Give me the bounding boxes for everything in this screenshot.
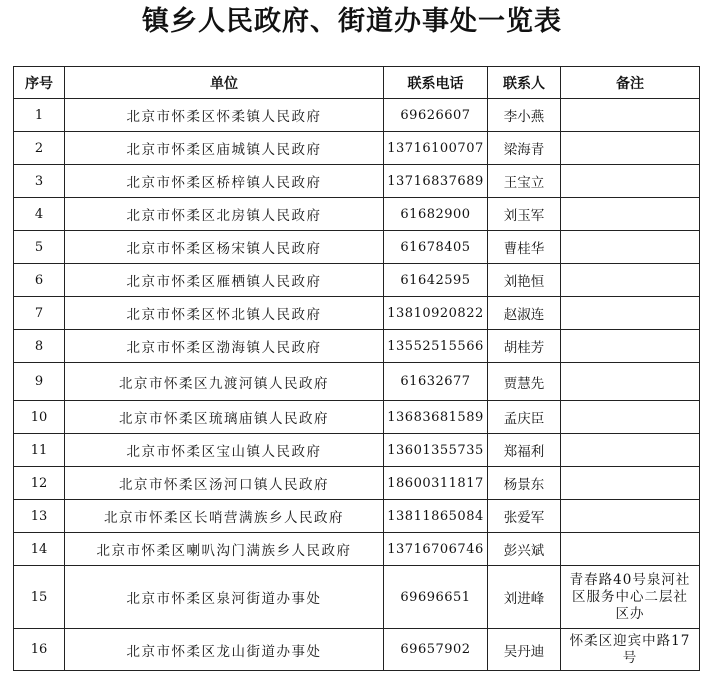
cell-index: 13 (14, 500, 65, 533)
cell-index: 1 (14, 99, 65, 132)
cell-index: 2 (14, 132, 65, 165)
cell-phone: 13601355735 (384, 434, 488, 467)
cell-contact: 彭兴斌 (488, 533, 561, 566)
cell-remark (561, 363, 700, 401)
cell-contact: 梁海青 (488, 132, 561, 165)
cell-remark (561, 533, 700, 566)
cell-index: 7 (14, 297, 65, 330)
cell-index: 15 (14, 566, 65, 629)
cell-remark (561, 401, 700, 434)
header-phone: 联系电话 (384, 67, 488, 99)
cell-unit: 北京市怀柔区杨宋镇人民政府 (65, 231, 384, 264)
table-row (14, 99, 700, 132)
cell-index: 6 (14, 264, 65, 297)
table-row (14, 297, 700, 330)
cell-unit: 北京市怀柔区宝山镇人民政府 (65, 434, 384, 467)
cell-phone: 61678405 (384, 231, 488, 264)
cell-unit: 北京市怀柔区渤海镇人民政府 (65, 330, 384, 363)
cell-unit: 北京市怀柔区长哨营满族乡人民政府 (65, 500, 384, 533)
table-row (14, 566, 700, 629)
cell-index: 5 (14, 231, 65, 264)
cell-remark (561, 132, 700, 165)
cell-remark (561, 434, 700, 467)
header-contact: 联系人 (488, 67, 561, 99)
cell-index: 11 (14, 434, 65, 467)
cell-remark: 青春路40号泉河社区服务中心二层社区办 (561, 566, 700, 629)
table-row (14, 434, 700, 467)
cell-contact: 孟庆臣 (488, 401, 561, 434)
cell-index: 4 (14, 198, 65, 231)
cell-unit: 北京市怀柔区琉璃庙镇人民政府 (65, 401, 384, 434)
table-row (14, 165, 700, 198)
cell-phone: 61642595 (384, 264, 488, 297)
cell-unit: 北京市怀柔区北房镇人民政府 (65, 198, 384, 231)
cell-contact: 王宝立 (488, 165, 561, 198)
cell-contact: 刘艳恒 (488, 264, 561, 297)
cell-contact: 吴丹迪 (488, 629, 561, 671)
cell-phone: 13683681589 (384, 401, 488, 434)
cell-phone: 69696651 (384, 566, 488, 629)
cell-phone: 13716837689 (384, 165, 488, 198)
cell-unit: 北京市怀柔区庙城镇人民政府 (65, 132, 384, 165)
table-row (14, 467, 700, 500)
cell-remark (561, 99, 700, 132)
table-row (14, 500, 700, 533)
cell-contact: 刘玉军 (488, 198, 561, 231)
cell-unit: 北京市怀柔区泉河街道办事处 (65, 566, 384, 629)
cell-phone: 69626607 (384, 99, 488, 132)
directory-table (13, 66, 700, 671)
cell-contact: 贾慧先 (488, 363, 561, 401)
cell-contact: 胡桂芳 (488, 330, 561, 363)
table-row (14, 198, 700, 231)
cell-index: 8 (14, 330, 65, 363)
cell-unit: 北京市怀柔区桥梓镇人民政府 (65, 165, 384, 198)
cell-unit: 北京市怀柔区喇叭沟门满族乡人民政府 (65, 533, 384, 566)
cell-contact: 张爱军 (488, 500, 561, 533)
table-row (14, 330, 700, 363)
cell-unit: 北京市怀柔区九渡河镇人民政府 (65, 363, 384, 401)
cell-phone: 69657902 (384, 629, 488, 671)
cell-unit: 北京市怀柔区雁栖镇人民政府 (65, 264, 384, 297)
table-row (14, 401, 700, 434)
table-row (14, 231, 700, 264)
cell-contact: 赵淑连 (488, 297, 561, 330)
cell-contact: 李小燕 (488, 99, 561, 132)
page-title: 镇乡人民政府、街道办事处一览表 (142, 6, 562, 37)
cell-unit: 北京市怀柔区怀北镇人民政府 (65, 297, 384, 330)
header-unit: 单位 (65, 67, 384, 99)
table-row (14, 132, 700, 165)
cell-remark (561, 198, 700, 231)
cell-phone: 13716706746 (384, 533, 488, 566)
cell-phone: 13811865084 (384, 500, 488, 533)
cell-index: 3 (14, 165, 65, 198)
cell-contact: 杨景东 (488, 467, 561, 500)
cell-phone: 13552515566 (384, 330, 488, 363)
cell-phone: 13716100707 (384, 132, 488, 165)
cell-phone: 13810920822 (384, 297, 488, 330)
cell-index: 12 (14, 467, 65, 500)
header-remark: 备注 (561, 67, 700, 99)
cell-contact: 曹桂华 (488, 231, 561, 264)
cell-remark (561, 467, 700, 500)
cell-phone: 61682900 (384, 198, 488, 231)
cell-remark (561, 231, 700, 264)
table-row (14, 533, 700, 566)
cell-contact: 郑福利 (488, 434, 561, 467)
table-row (14, 629, 700, 671)
cell-phone: 61632677 (384, 363, 488, 401)
cell-remark (561, 330, 700, 363)
cell-index: 10 (14, 401, 65, 434)
cell-phone: 18600311817 (384, 467, 488, 500)
cell-index: 16 (14, 629, 65, 671)
cell-unit: 北京市怀柔区龙山街道办事处 (65, 629, 384, 671)
table-row (14, 363, 700, 401)
cell-index: 9 (14, 363, 65, 401)
cell-unit: 北京市怀柔区汤河口镇人民政府 (65, 467, 384, 500)
cell-remark (561, 297, 700, 330)
cell-contact: 刘进峰 (488, 566, 561, 629)
cell-remark (561, 264, 700, 297)
header-index: 序号 (14, 67, 65, 99)
cell-remark: 怀柔区迎宾中路17号 (561, 629, 700, 671)
cell-unit: 北京市怀柔区怀柔镇人民政府 (65, 99, 384, 132)
table-row (14, 264, 700, 297)
table-header-row (14, 67, 700, 99)
cell-index: 14 (14, 533, 65, 566)
cell-remark (561, 165, 700, 198)
cell-remark (561, 500, 700, 533)
